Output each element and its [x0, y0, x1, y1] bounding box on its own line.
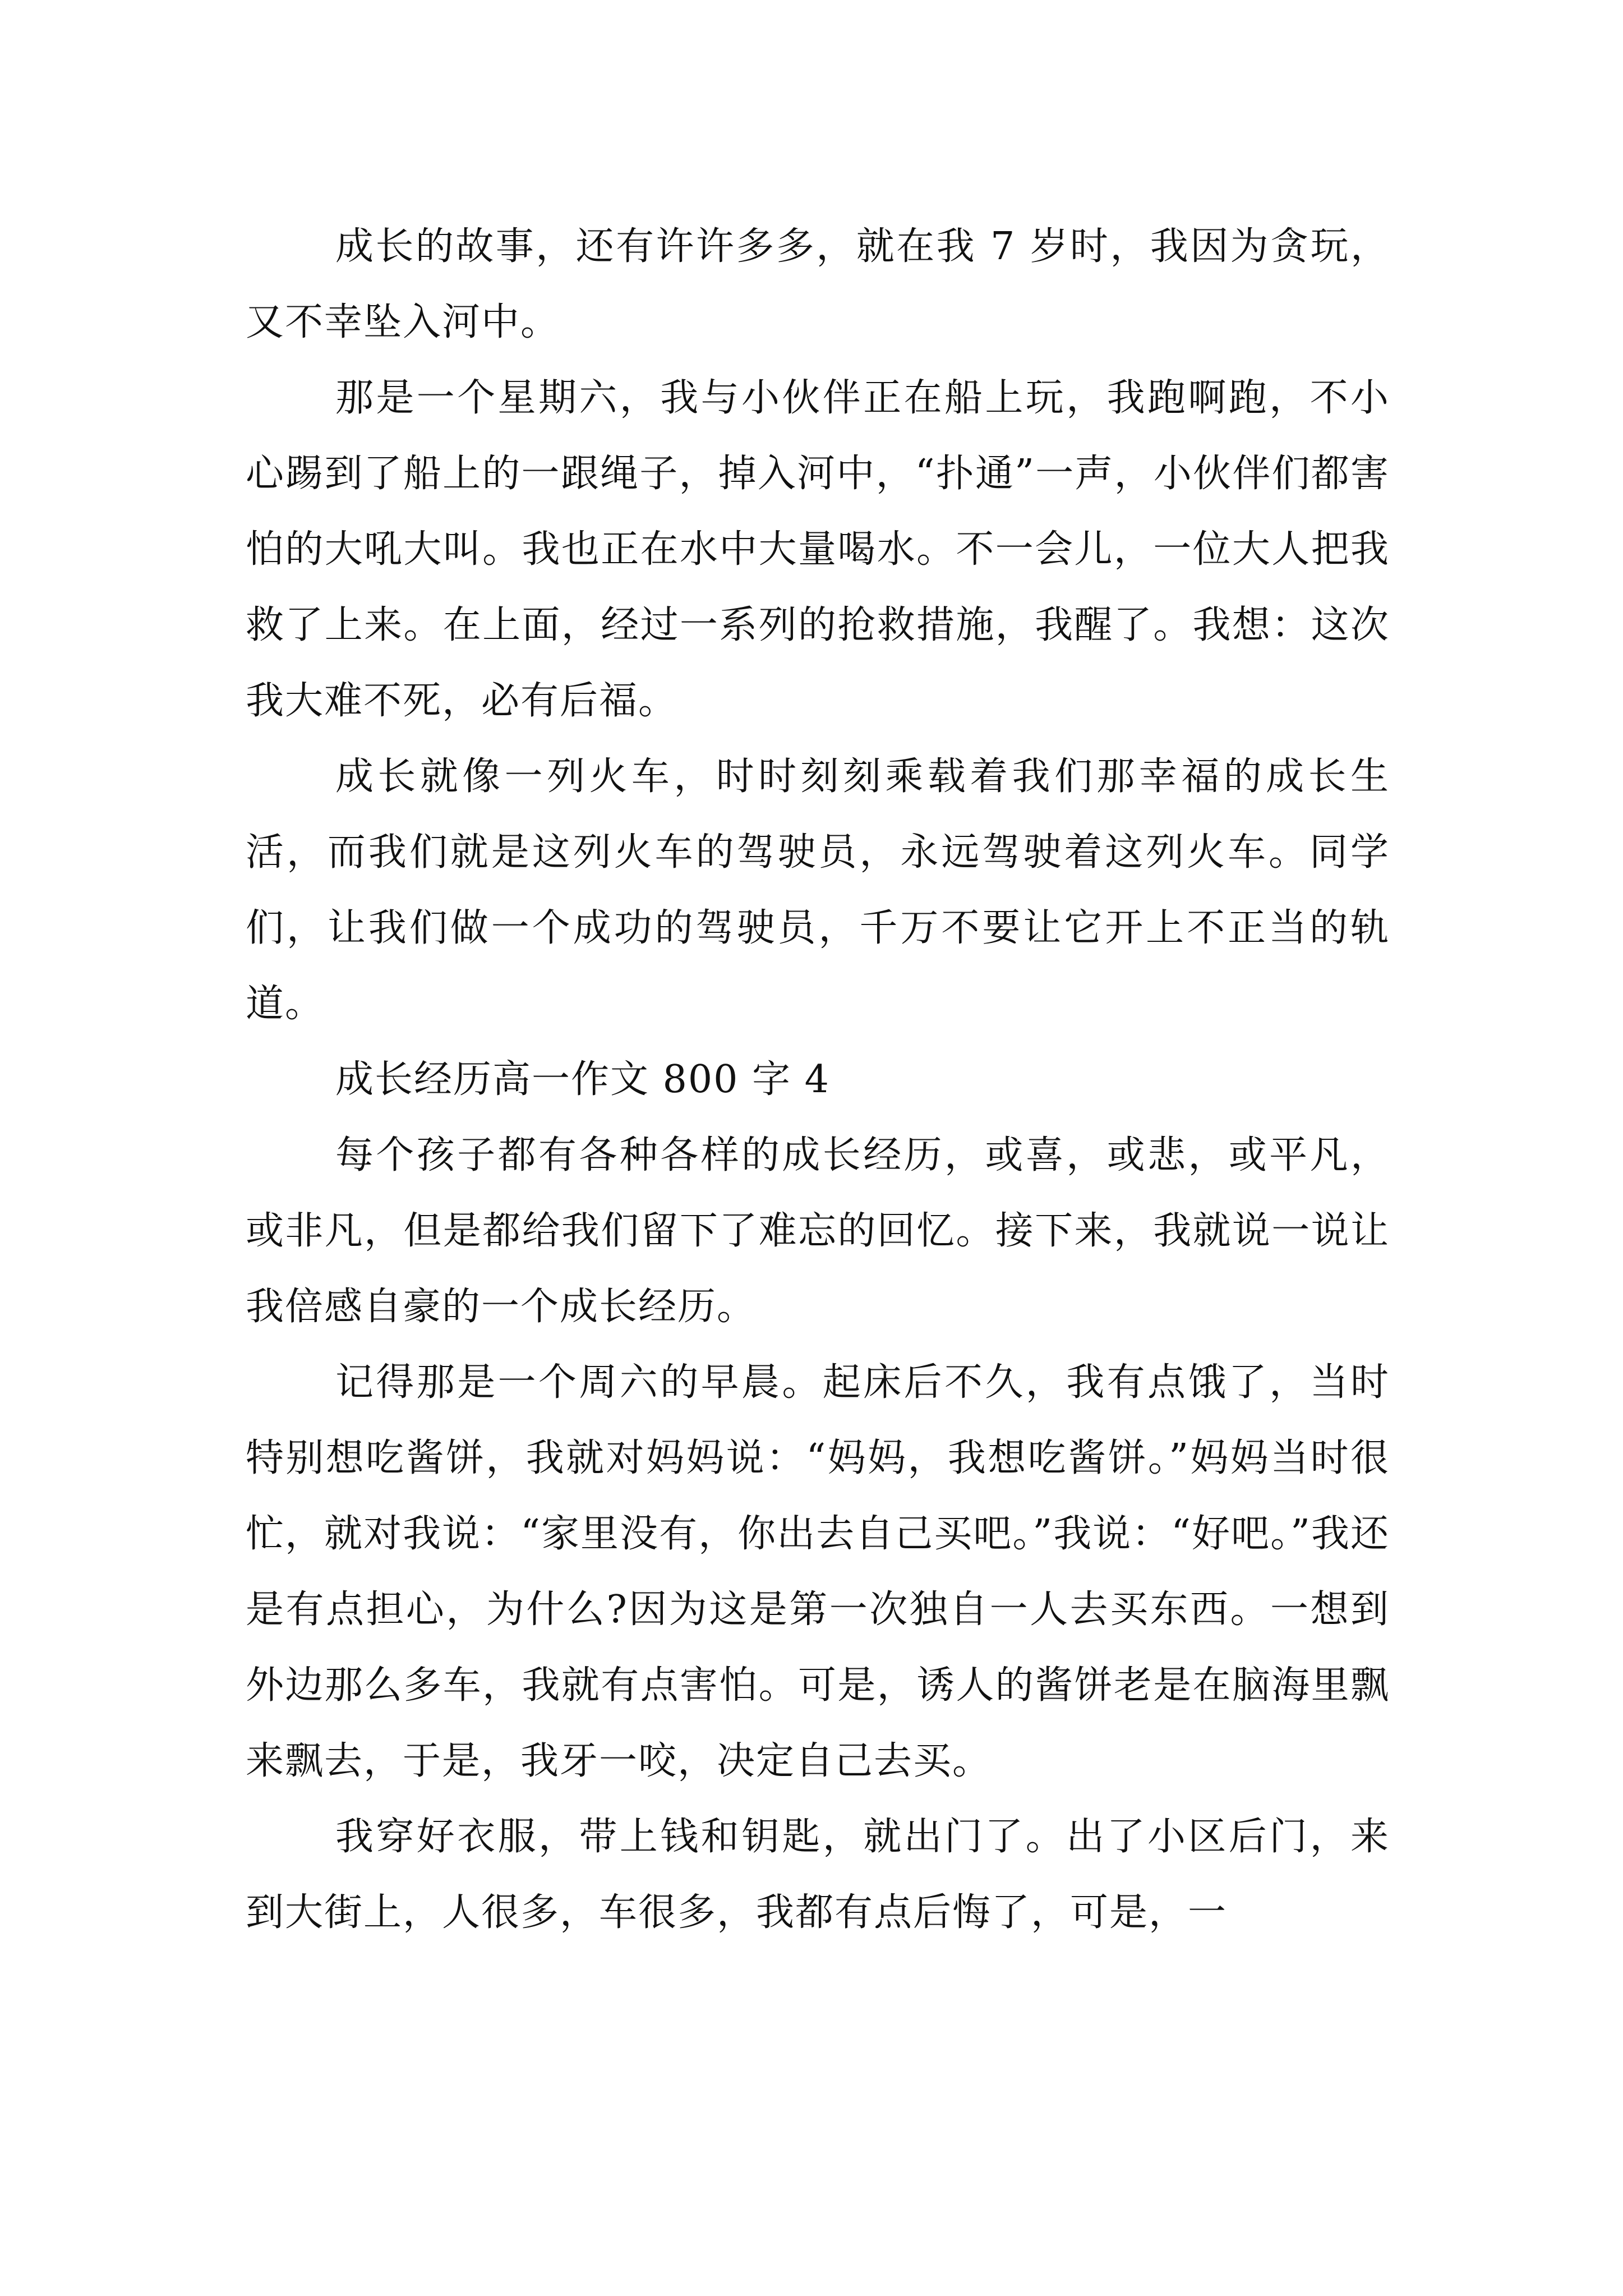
paragraph-4: 每个孩子都有各种各样的成长经历，或喜，或悲，或平凡，或非凡，但是都给我们留下了难忘的回忆。接下来，我就说一说让我倍感自豪的一个成长经历。 [246, 1133, 1390, 1329]
paragraph-5: 记得那是一个周六的早晨。起床后不久，我有点饿了，当时特别想吃酱饼，我就对妈妈说：“妈妈，我想吃酱饼。”妈妈当时很忙，就对我说：“家里没有，你出去自己买吧。”我说：“好吧。”我还是有点担心，为什么?因为这是第一次独自一人去买东西。一想到外边那么多车，我就有点害怕。可是，诱人的酱饼老是在脑海里飘来飘去，于是，我牙一咬，决定自己去买。 [246, 1360, 1390, 1783]
paragraph-3: 成长就像一列火车，时时刻刻乘载着我们那幸福的成长生活，而我们就是这列火车的驾驶员，永远驾驶着这列火车。同学们，让我们做一个成功的驾驶员，千万不要让它开上不正当的轨道。 [246, 754, 1390, 1026]
section-heading: 成长经历高一作文 800 字 4 [335, 1057, 830, 1102]
document-body [246, 209, 1390, 1950]
paragraph-2: 那是一个星期六，我与小伙伴正在船上玩，我跑啊跑，不小心踢到了船上的一跟绳子，掉入河中，“扑通”一声，小伙伴们都害怕的大吼大叫。我也正在水中大量喝水。不一会儿，一位大人把我救了上来。在上面，经过一系列的抢救措施，我醒了。我想：这次我大难不死，必有后福。 [246, 376, 1390, 723]
paragraph-6: 我穿好衣服，带上钱和钥匙，就出门了。出了小区后门，来到大街上，人很多，车很多，我都有点后悔了，可是，一 [246, 1815, 1390, 1935]
paragraph-1: 成长的故事，还有许许多多，就在我 7 岁时，我因为贪玩，又不幸坠入河中。 [246, 224, 1390, 344]
